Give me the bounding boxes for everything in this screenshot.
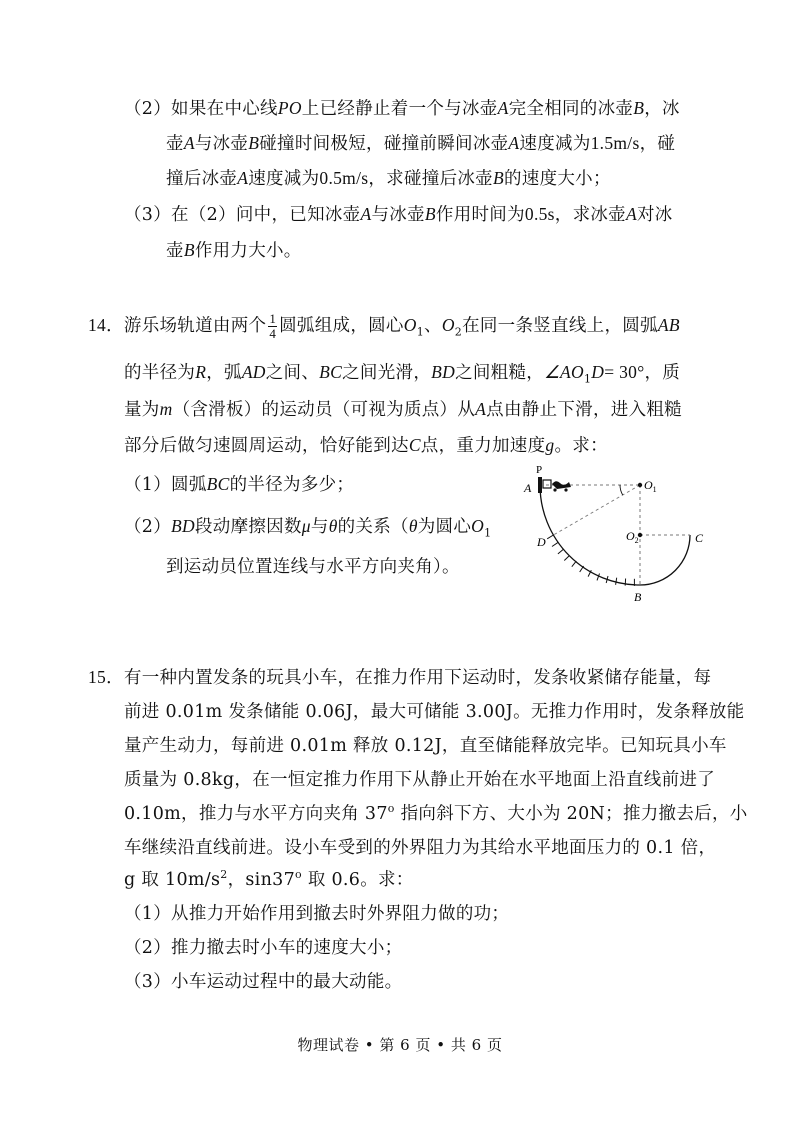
q15-sub2: （2）推力撤去时小车的速度大小； [124, 938, 403, 958]
q14-line3: 量为m（含滑板）的运动员（可视为质点）从A点由静止下滑，进入粗糙 [124, 399, 682, 420]
label-C: C [695, 531, 704, 545]
rough-section-hatching [547, 535, 634, 586]
label-B: B [634, 590, 642, 604]
q15-sub1: （1）从推力开始作用到撤去时外界阻力做的功； [124, 904, 510, 924]
track-diagram [520, 460, 720, 610]
q14-sub1: （1）圆弧BC的半径为多少； [124, 474, 355, 495]
q15-line2: 前进 0.01m 发条储能 0.06J，最大可储能 3.00J。无推力作用时，发条释放能 [124, 702, 745, 722]
q15-line4: 质量为 0.8kg，在一恒定推力作用下从静止开始在水平地面上沿直线前进了 [124, 770, 715, 790]
q14-line2: 的半径为R，弧AD之间、BC之间光滑，BD之间粗糙，$\angle AO_1D= 30^\circ$，质 [124, 362, 681, 386]
q15-line7: g 取 $10m/s^2$，sin37$^o$ 取 0.6。求： [124, 868, 414, 890]
helper-dashed-lines [546, 485, 690, 585]
q13-part2-line1: （2）如果在中心线PO上已经静止着一个与冰壶A完全相同的冰壶B，冰 [124, 98, 680, 119]
q15-line5: 0.10m，推力与水平方向夹角 37$^o$ 指向斜下方、大小为 20N；推力撤去后，小 [124, 802, 748, 824]
label-O1: $O_1$ [644, 478, 657, 494]
q13-part2-line2: 壶A与冰壶B碰撞时间极短，碰撞前瞬间冰壶A速度减为1.5m/s，碰 [166, 133, 676, 154]
q14-line1: 14．游乐场轨道由两个 $\frac{1}{4}$ 圆弧组成，圆心$O_1$、$O_2$在同一条竖直线上，圆弧AB [88, 311, 680, 341]
q13-part3-line1: （3）在（2）问中，已知冰壶A与冰壶B作用时间为0.5s，求冰壶A对冰 [124, 204, 673, 225]
q15-line6: 车继续沿直线前进。设小车受到的外界阻力为其给水平地面压力的 0.1 倍， [124, 838, 717, 858]
angle-arc [620, 485, 623, 495]
q14-line4: 部分后做匀速圆周运动，恰好能到达C点，重力加速度g。求： [124, 435, 608, 456]
skateboarder-icon [538, 477, 571, 493]
label-O2: $O_2$ [626, 529, 639, 545]
q15-sub3: （3）小车运动过程中的最大动能。 [124, 972, 403, 992]
q14-sub2-line2: 到运动员位置连线与水平方向夹角）。 [166, 557, 460, 577]
page-footer: 物理试卷 • 第 6 页 • 共 6 页 [297, 1036, 503, 1054]
q15-line1: 15．有一种内置发条的玩具小车，在推力作用下运动时，发条收紧储存能量，每 [88, 667, 712, 688]
one-quarter-fraction: $\frac{1}{4}$ [269, 311, 277, 341]
label-P: P [536, 464, 543, 476]
center-O1-dot [638, 483, 642, 487]
q14-sub2-line1: （2）BD段动摩擦因数μ与θ的关系（θ为圆心$O_1$ [124, 516, 492, 540]
arc-AB [540, 485, 640, 585]
q13-part2-line3: 撞后冰壶A速度减为0.5m/s，求碰撞后冰壶B的速度大小； [166, 168, 611, 189]
label-A: A [524, 481, 532, 495]
q15-line3: 量产生动力，每前进 0.01m 释放 0.12J，直至储能释放完毕。已知玩具小车 [124, 736, 727, 756]
label-D: D [537, 535, 546, 549]
arc-BC [640, 535, 690, 585]
q13-part3-line2: 壶B作用力大小。 [166, 240, 302, 261]
